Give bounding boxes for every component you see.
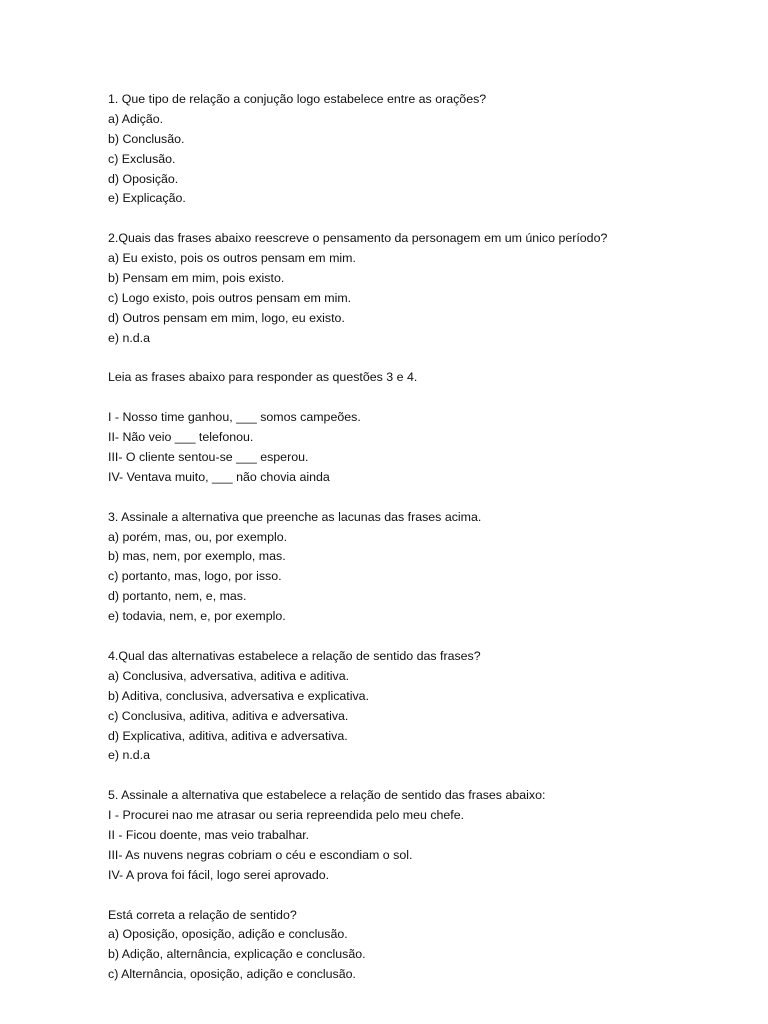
question-3-text: 3. Assinale a alternativa que preenche as lacunas das frases acima. xyxy=(108,509,482,524)
question-5-sentence-ii: II - Ficou doente, mas veio trabalhar. xyxy=(108,827,310,842)
question-4-text: 4.Qual das alternativas estabelece a relação de sentido das frases? xyxy=(108,648,481,663)
spacer xyxy=(108,388,728,408)
question-5-sentence-iv: IV- A prova foi fácil, logo serei aprovado. xyxy=(108,867,330,882)
question-3-option-c: c) portanto, mas, logo, por isso. xyxy=(108,569,282,584)
question-2-text: 2.Quais das frases abaixo reescreve o pensamento da personagem em um único período? xyxy=(108,231,608,246)
question-3-option-a: a) porém, mas, ou, por exemplo. xyxy=(108,529,288,544)
question-2-option-a: a) Eu existo, pois os outros pensam em mim. xyxy=(108,251,356,266)
document-page xyxy=(108,90,728,985)
question-5-text: 5. Assinale a alternativa que estabelece a relação de sentido das frases abaixo: xyxy=(108,788,546,803)
spacer xyxy=(108,886,728,906)
spacer xyxy=(108,349,728,369)
question-3-option-d: d) portanto, nem, e, mas. xyxy=(108,589,247,604)
question-1-option-a: a) Adição. xyxy=(108,111,164,126)
spacer xyxy=(108,209,728,229)
question-3 xyxy=(108,508,728,627)
sentence-ii: II- Não veio ___ telefonou. xyxy=(108,430,254,445)
question-1-option-c: c) Exclusão. xyxy=(108,151,176,166)
question-1-option-d: d) Oposição. xyxy=(108,171,179,186)
question-4-option-a: a) Conclusiva, adversativa, aditiva e aditiva. xyxy=(108,668,350,683)
question-2 xyxy=(108,229,728,348)
question-1-option-b: b) Conclusão. xyxy=(108,131,185,146)
question-3-option-e: e) todavia, nem, e, por exemplo. xyxy=(108,609,286,624)
question-5-option-a: a) Oposição, oposição, adição e conclusão. xyxy=(108,927,348,942)
question-2-option-c: c) Logo existo, pois outros pensam em mim. xyxy=(108,290,352,305)
spacer xyxy=(108,627,728,647)
question-4-option-d: d) Explicativa, aditiva, aditiva e adversativa. xyxy=(108,728,348,743)
question-2-option-b: b) Pensam em mim, pois existo. xyxy=(108,271,285,286)
question-4-option-b: b) Aditiva, conclusiva, adversativa e explicativa. xyxy=(108,688,370,703)
question-3-option-b: b) mas, nem, por exemplo, mas. xyxy=(108,549,286,564)
question-5-sentence-i: I - Procurei nao me atrasar ou seria repreendida pelo meu chefe. xyxy=(108,808,465,823)
spacer xyxy=(108,766,728,786)
question-1 xyxy=(108,90,728,209)
spacer xyxy=(108,488,728,508)
question-2-option-e: e) n.d.a xyxy=(108,330,151,345)
question-5-sentence-iii: III- As nuvens negras cobriam o céu e escondiam o sol. xyxy=(108,847,413,862)
instruction-text: Leia as frases abaixo para responder as questões 3 e 4. xyxy=(108,370,418,385)
sentence-iii: III- O cliente sentou-se ___ esperou. xyxy=(108,450,309,465)
question-4-option-c: c) Conclusiva, aditiva, aditiva e adversativa. xyxy=(108,708,349,723)
question-5-option-b: b) Adição, alternância, explicação e conclusão. xyxy=(108,947,366,962)
sentence-list xyxy=(108,408,728,488)
question-4-option-e: e) n.d.a xyxy=(108,748,151,763)
question-5-prompt: Está correta a relação de sentido? xyxy=(108,907,297,922)
question-2-option-d: d) Outros pensam em mim, logo, eu existo. xyxy=(108,310,345,325)
question-1-option-e: e) Explicação. xyxy=(108,191,186,206)
question-5-option-c: c) Alternância, oposição, adição e conclusão. xyxy=(108,967,356,982)
sentence-iv: IV- Ventava muito, ___ não chovia ainda xyxy=(108,469,330,484)
sentence-i: I - Nosso time ganhou, ___ somos campeões. xyxy=(108,410,361,425)
question-4 xyxy=(108,647,728,766)
question-1-text: 1. Que tipo de relação a conjução logo estabelece entre as orações? xyxy=(108,92,487,106)
question-5 xyxy=(108,786,728,985)
